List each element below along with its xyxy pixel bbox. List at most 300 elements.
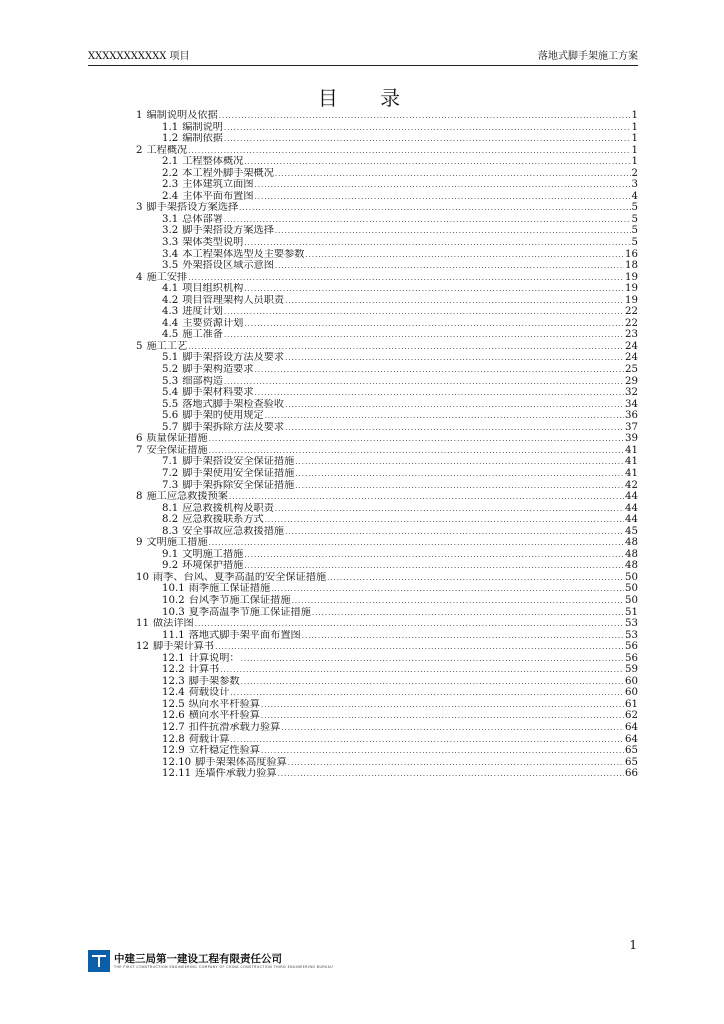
toc-dot-leader	[224, 123, 631, 134]
toc-entry-number: 12.2	[162, 664, 185, 676]
toc-entry-section[interactable]	[136, 456, 638, 468]
toc-dot-leader	[285, 423, 624, 434]
toc-dot-leader	[188, 146, 630, 157]
toc-entry-section[interactable]	[136, 503, 638, 515]
toc-entry-page: 44	[625, 491, 638, 503]
toc-entry-number: 8.3	[162, 525, 179, 537]
toc-entry-number: 12.9	[162, 745, 185, 757]
toc-entry-section[interactable]	[136, 295, 638, 307]
toc-entry-title: 本工程外脚手架概况	[182, 167, 274, 179]
toc-entry-title: 施工安排	[146, 271, 188, 283]
toc-entry-section[interactable]	[136, 583, 638, 595]
toc-entry-title: 项目管理架构人员职责	[182, 294, 285, 306]
toc-entry-section[interactable]	[136, 214, 638, 226]
toc-entry-page: 24	[625, 340, 638, 352]
toc-entry-page: 41	[625, 456, 638, 468]
toc-entry-page: 62	[625, 710, 638, 722]
toc-entry-page: 42	[625, 479, 638, 491]
toc-entry-chapter[interactable]	[136, 445, 638, 457]
toc-entry-page: 64	[625, 721, 638, 733]
toc-entry-number: 3.1	[162, 213, 179, 225]
toc-dot-leader	[265, 515, 624, 526]
toc-dot-leader	[230, 735, 624, 746]
toc-dot-leader	[209, 446, 624, 457]
toc-dot-leader	[261, 700, 624, 711]
toc-entry-section[interactable]	[136, 237, 638, 249]
toc-entry-section[interactable]	[136, 630, 638, 642]
toc-entry-chapter[interactable]	[136, 433, 638, 445]
toc-entry-title: 雨季、台风、夏季高温的安全保证措施	[152, 571, 327, 583]
document-title: 落地式脚手架施工方案	[538, 51, 638, 62]
toc-entry-title: 主体平面布置图	[182, 190, 254, 202]
toc-entry-number: 6	[136, 433, 143, 445]
toc-entry-page: 5	[631, 213, 638, 225]
toc-entry-section[interactable]	[136, 468, 638, 480]
toc-entry-number: 3.4	[162, 248, 179, 260]
toc-entry-number: 5.6	[162, 410, 179, 422]
toc-entry-chapter[interactable]	[136, 145, 638, 157]
toc-entry-page: 22	[625, 306, 638, 318]
toc-entry-section[interactable]	[136, 757, 638, 769]
toc-dot-leader	[327, 573, 624, 584]
toc-entry-section[interactable]	[136, 133, 638, 145]
toc-dot-leader	[244, 550, 624, 561]
toc-dot-leader	[255, 365, 625, 376]
toc-entry-title: 脚手架搭设方法及要求	[182, 352, 285, 364]
toc-entry-number: 10	[136, 571, 149, 583]
company-name-en: THE FIRST CONSTRUCTION ENGINEERING COMPANY OF CHINA CONSTRUCTION THIRD ENGINEERING BUREAU	[114, 965, 334, 969]
toc-entry-title: 总体部署	[182, 213, 223, 225]
toc-dot-leader	[278, 769, 624, 780]
toc-dot-leader	[295, 481, 624, 492]
toc-entry-title: 项目组织机构	[182, 283, 244, 295]
toc-entry-title: 脚手架参数	[188, 675, 240, 687]
toc-entry-title: 扣件抗滑承载力验算	[188, 721, 281, 733]
page-header	[88, 50, 638, 64]
toc-entry-title: 本工程架体选型及主要参数	[182, 248, 305, 260]
toc-entry-number: 4.1	[162, 283, 179, 295]
toc-entry-chapter[interactable]	[136, 572, 638, 584]
toc-entry-page: 50	[625, 571, 638, 583]
toc-entry-title: 编制说明及依据	[146, 110, 218, 121]
toc-dot-leader	[285, 400, 624, 411]
toc-entry-title: 环境保护措施	[182, 560, 244, 572]
toc-entry-section[interactable]	[136, 329, 638, 341]
toc-entry-section[interactable]	[136, 595, 638, 607]
toc-entry-title: 施工准备	[182, 329, 223, 341]
toc-entry-page: 56	[625, 641, 638, 653]
toc-dot-leader	[209, 538, 624, 549]
toc-entry-title: 主体建筑立面图	[182, 179, 254, 191]
header-divider	[88, 65, 638, 66]
toc-entry-title: 文明施工措施	[182, 548, 244, 560]
toc-entry-section[interactable]	[136, 156, 638, 168]
toc-entry-page: 39	[625, 433, 638, 445]
toc-entry-title: 脚手架的使用规定	[182, 410, 264, 422]
toc-entry-chapter[interactable]	[136, 341, 638, 353]
page-number: 1	[629, 938, 637, 952]
toc-entry-number: 12.11	[162, 768, 192, 780]
toc-entry-title: 架体类型说明	[182, 237, 244, 249]
toc-dot-leader	[224, 307, 624, 318]
toc-dot-leader	[188, 273, 624, 284]
toc-entry-number: 7.3	[162, 479, 179, 491]
toc-dot-leader	[305, 250, 624, 261]
toc-entry-title: 工程概况	[146, 144, 188, 156]
toc-entry-page: 19	[625, 283, 638, 295]
toc-entry-page: 1	[631, 121, 638, 133]
toc-entry-title: 施工应急救援预案	[146, 491, 228, 503]
toc-entry-section[interactable]	[136, 653, 638, 665]
toc-entry-page: 61	[625, 698, 638, 710]
toc-dot-leader	[285, 296, 624, 307]
toc-entry-page: 19	[625, 294, 638, 306]
toc-entry-page: 65	[625, 745, 638, 757]
toc-entry-page: 16	[625, 248, 638, 260]
toc-entry-title: 落地式脚手架检查验收	[182, 398, 285, 410]
toc-dot-leader	[230, 688, 624, 699]
toc-entry-section[interactable]	[136, 687, 638, 699]
toc-entry-title: 纵向水平杆验算	[188, 698, 260, 710]
toc-entry-number: 12.4	[162, 687, 185, 699]
toc-dot-leader	[275, 504, 624, 515]
toc-dot-leader	[271, 584, 624, 595]
toc-entry-page: 5	[631, 225, 638, 237]
toc-entry-title: 进度计划	[182, 306, 223, 318]
toc-entry-title: 编制依据	[182, 133, 223, 145]
toc-entry-section[interactable]	[136, 526, 638, 538]
toc-entry-page: 66	[625, 768, 638, 780]
toc-entry-number: 2.1	[162, 156, 179, 168]
toc-dot-leader	[275, 226, 631, 237]
toc-dot-leader	[288, 758, 624, 769]
toc-dot-leader	[244, 561, 624, 572]
cscec-logo-icon	[88, 950, 110, 972]
toc-entry-title: 脚手架计算书	[152, 641, 215, 653]
toc-entry-section[interactable]	[136, 410, 638, 422]
toc-entry-number: 3	[136, 202, 143, 214]
toc-entry-section[interactable]	[136, 168, 638, 180]
toc-entry-section[interactable]	[136, 699, 638, 711]
toc-dot-leader	[195, 619, 624, 630]
toc-dot-leader	[220, 665, 624, 676]
toc-entry-title: 计算书	[188, 664, 220, 676]
toc-entry-number: 7.2	[162, 467, 179, 479]
toc-entry-page: 59	[625, 664, 638, 676]
toc-entry-title: 荷载设计	[188, 687, 230, 699]
toc-entry-section[interactable]	[136, 722, 638, 734]
toc-entry-number: 1.2	[162, 133, 179, 145]
toc-entry-number: 12.1	[162, 652, 185, 664]
toc-entry-number: 12.6	[162, 710, 185, 722]
toc-dot-leader	[292, 596, 624, 607]
toc-entry-number: 3.2	[162, 225, 179, 237]
toc-entry-section[interactable]	[136, 399, 638, 411]
toc-entry-title: 雨季施工保证措施	[188, 583, 271, 595]
toc-entry-page: 48	[625, 560, 638, 572]
toc-dot-leader	[224, 215, 631, 226]
toc-entry-number: 5.3	[162, 375, 179, 387]
toc-entry-section[interactable]	[136, 768, 638, 780]
toc-entry-number: 5.2	[162, 364, 179, 376]
toc-entry-title: 编制说明	[182, 121, 223, 133]
toc-entry-number: 7	[136, 444, 143, 456]
toc-entry-page: 4	[631, 190, 638, 202]
toc-dot-leader	[239, 203, 630, 214]
toc-entry-title: 主要资源计划	[182, 317, 244, 329]
toc-dot-leader	[229, 492, 624, 503]
toc-entry-section[interactable]	[136, 376, 638, 388]
toc-entry-number: 12	[136, 641, 149, 653]
toc-entry-title: 横向水平杆验算	[188, 710, 260, 722]
toc-entry-section[interactable]	[136, 560, 638, 572]
toc-entry-title: 脚手架拆除方法及要求	[182, 421, 285, 433]
toc-entry-page: 53	[625, 618, 638, 630]
toc-entry-section[interactable]	[136, 549, 638, 561]
toc-dot-leader	[244, 319, 624, 330]
toc-dot-leader	[312, 608, 624, 619]
toc-dot-leader	[275, 261, 624, 272]
toc-entry-page: 45	[625, 525, 638, 537]
toc-entry-title: 脚手架搭设安全保证措施	[182, 456, 295, 468]
toc-dot-leader	[241, 677, 624, 688]
toc-entry-section[interactable]	[136, 422, 638, 434]
toc-entry-page: 44	[625, 502, 638, 514]
toc-entry-title: 工程整体概况	[182, 156, 244, 168]
toc-dot-leader	[244, 157, 630, 168]
toc-dot-leader	[281, 723, 624, 734]
toc-entry-title: 安全事故应急救援措施	[182, 525, 285, 537]
toc-entry-page: 65	[625, 756, 638, 768]
toc-entry-page: 48	[625, 548, 638, 560]
toc-entry-page: 5	[631, 237, 638, 249]
toc-entry-page: 41	[625, 444, 638, 456]
toc-dot-leader	[188, 342, 624, 353]
toc-dot-leader	[285, 353, 624, 364]
toc-entry-section[interactable]	[136, 260, 638, 272]
toc-entry-page: 25	[625, 364, 638, 376]
toc-dot-leader	[244, 238, 630, 249]
toc-title: 目 录	[317, 86, 419, 110]
toc-dot-leader	[255, 192, 631, 203]
toc-dot-leader	[224, 330, 624, 341]
toc-entry-page: 51	[625, 606, 638, 618]
toc-entry-number: 4.2	[162, 294, 179, 306]
toc-entry-title: 做法详图	[152, 618, 194, 630]
toc-entry-title: 施工工艺	[146, 340, 188, 352]
toc-entry-section[interactable]	[136, 480, 638, 492]
toc-entry-page: 53	[625, 629, 638, 641]
toc-entry-title: 荷载计算	[188, 733, 230, 745]
toc-entry-page: 60	[625, 675, 638, 687]
toc-entry-section[interactable]	[136, 387, 638, 399]
toc-entry-number: 4.5	[162, 329, 179, 341]
toc-entry-section[interactable]	[136, 122, 638, 134]
toc-entry-title: 应急救援机构及职责	[182, 502, 274, 514]
toc-dot-leader	[224, 134, 631, 145]
toc-entry-page: 50	[625, 594, 638, 606]
toc-entry-page: 34	[625, 398, 638, 410]
toc-entry-page: 1	[631, 144, 638, 156]
toc-entry-number: 9	[136, 537, 143, 549]
toc-entry-title: 计算说明：	[188, 652, 240, 664]
toc-entry-number: 3.3	[162, 237, 179, 249]
toc-entry-page: 23	[625, 329, 638, 341]
toc-entry-number: 12.10	[162, 756, 192, 768]
toc-entry-number: 4	[136, 271, 143, 283]
toc-entry-title: 脚手架构造要求	[182, 364, 254, 376]
toc-dot-leader	[244, 284, 624, 295]
toc-entry-chapter[interactable]	[136, 110, 638, 122]
toc-entry-title: 脚手架搭设方案选择	[146, 202, 239, 214]
toc-entry-section[interactable]	[136, 664, 638, 676]
toc-entry-page: 19	[625, 271, 638, 283]
toc-entry-page: 64	[625, 733, 638, 745]
toc-entry-page: 18	[625, 260, 638, 272]
toc-entry-page: 41	[625, 467, 638, 479]
toc-entry-page: 5	[631, 202, 638, 214]
toc-entry-number: 3.5	[162, 260, 179, 272]
toc-entry-title: 连墙件承载力验算	[195, 768, 277, 780]
toc-dot-leader	[215, 642, 624, 653]
toc-entry-number: 9.2	[162, 560, 179, 572]
toc-entry-title: 安全保证措施	[146, 444, 208, 456]
toc-dot-leader	[255, 180, 631, 191]
toc-entry-page: 37	[625, 421, 638, 433]
toc-entry-chapter[interactable]	[136, 272, 638, 284]
toc-entry-number: 10.3	[162, 606, 185, 618]
toc-entry-page: 24	[625, 352, 638, 364]
toc-entry-title: 脚手架拆除安全保证措施	[182, 479, 295, 491]
table-of-contents	[136, 110, 638, 780]
toc-entry-page: 36	[625, 410, 638, 422]
toc-entry-title: 外架搭设区域示意图	[182, 260, 274, 272]
toc-entry-number: 5.5	[162, 398, 179, 410]
toc-entry-section[interactable]	[136, 710, 638, 722]
toc-entry-number: 12.7	[162, 721, 185, 733]
toc-entry-number: 11	[136, 618, 149, 630]
toc-entry-title: 脚手架使用安全保证措施	[182, 467, 295, 479]
toc-entry-number: 10.1	[162, 583, 185, 595]
toc-entry-page: 3	[631, 179, 638, 191]
toc-entry-section[interactable]	[136, 249, 638, 261]
toc-entry-page: 1	[631, 133, 638, 145]
project-name: XXXXXXXXXXX 项目	[88, 51, 190, 62]
toc-entry-chapter[interactable]	[136, 641, 638, 653]
toc-dot-leader	[285, 527, 624, 538]
toc-dot-leader	[241, 654, 624, 665]
toc-entry-page: 48	[625, 537, 638, 549]
toc-entry-page: 2	[631, 167, 638, 179]
toc-entry-chapter[interactable]	[136, 537, 638, 549]
toc-entry-title: 脚手架搭设方案选择	[182, 225, 274, 237]
toc-entry-section[interactable]	[136, 745, 638, 757]
toc-entry-section[interactable]	[136, 179, 638, 191]
toc-entry-number: 12.5	[162, 698, 185, 710]
toc-entry-chapter[interactable]	[136, 202, 638, 214]
toc-entry-title: 应急救援联系方式	[182, 514, 264, 526]
toc-dot-leader	[302, 631, 624, 642]
toc-dot-leader	[224, 377, 624, 388]
toc-entry-page: 32	[625, 387, 638, 399]
toc-dot-leader	[255, 388, 625, 399]
toc-entry-number: 5.1	[162, 352, 179, 364]
toc-entry-number: 2.4	[162, 190, 179, 202]
toc-entry-section[interactable]	[136, 734, 638, 746]
toc-entry-page: 50	[625, 583, 638, 595]
toc-entry-chapter[interactable]	[136, 491, 638, 503]
toc-entry-number: 4.4	[162, 317, 179, 329]
toc-entry-title: 落地式脚手架平面布置图	[188, 629, 301, 641]
company-name: 中建三局第一建设工程有限责任公司	[114, 953, 282, 965]
toc-entry-section[interactable]	[136, 306, 638, 318]
toc-entry-title: 台风季节施工保证措施	[188, 594, 291, 606]
toc-dot-leader	[265, 411, 624, 422]
toc-entry-page: 22	[625, 317, 638, 329]
toc-entry-section[interactable]	[136, 225, 638, 237]
toc-entry-title: 脚手架材料要求	[182, 387, 254, 399]
toc-entry-section[interactable]	[136, 283, 638, 295]
toc-entry-section[interactable]	[136, 364, 638, 376]
toc-entry-title: 立杆稳定性验算	[188, 745, 260, 757]
toc-dot-leader	[261, 746, 624, 757]
toc-entry-number: 12.8	[162, 733, 185, 745]
toc-entry-chapter[interactable]	[136, 618, 638, 630]
toc-dot-leader	[275, 169, 631, 180]
toc-entry-number: 8.2	[162, 514, 179, 526]
toc-entry-title: 细部构造	[182, 375, 223, 387]
toc-entry-number: 5.7	[162, 421, 179, 433]
toc-entry-number: 9.1	[162, 548, 179, 560]
toc-entry-number: 5.4	[162, 387, 179, 399]
toc-entry-number: 7.1	[162, 456, 179, 468]
toc-entry-title: 质量保证措施	[146, 433, 208, 445]
toc-entry-page: 60	[625, 687, 638, 699]
toc-entry-page: 1	[631, 110, 638, 121]
toc-entry-section[interactable]	[136, 676, 638, 688]
toc-dot-leader	[261, 711, 624, 722]
toc-entry-number: 10.2	[162, 594, 185, 606]
toc-entry-section[interactable]	[136, 191, 638, 203]
toc-dot-leader	[209, 434, 624, 445]
toc-entry-section[interactable]	[136, 514, 638, 526]
toc-dot-leader	[219, 111, 631, 122]
toc-entry-page: 56	[625, 652, 638, 664]
toc-entry-title: 夏季高温季节施工保证措施	[188, 606, 311, 618]
toc-entry-title: 脚手架架体高度验算	[195, 756, 287, 768]
toc-entry-number: 2.3	[162, 179, 179, 191]
toc-entry-section[interactable]	[136, 352, 638, 364]
toc-entry-page: 1	[631, 156, 638, 168]
toc-entry-number: 8	[136, 491, 143, 503]
toc-entry-number: 12.3	[162, 675, 185, 687]
toc-entry-number: 1.1	[162, 121, 179, 133]
toc-dot-leader	[295, 457, 624, 468]
toc-entry-page: 44	[625, 514, 638, 526]
toc-dot-leader	[295, 469, 624, 480]
toc-entry-number: 8.1	[162, 502, 179, 514]
toc-entry-page: 29	[625, 375, 638, 387]
toc-entry-number: 4.3	[162, 306, 179, 318]
toc-entry-title: 文明施工措施	[146, 537, 208, 549]
toc-entry-number: 2.2	[162, 167, 179, 179]
toc-entry-section[interactable]	[136, 607, 638, 619]
toc-entry-number: 2	[136, 144, 143, 156]
toc-entry-number: 1	[136, 110, 143, 121]
toc-entry-number: 11.1	[162, 629, 185, 641]
toc-entry-number: 5	[136, 340, 143, 352]
toc-entry-section[interactable]	[136, 318, 638, 330]
